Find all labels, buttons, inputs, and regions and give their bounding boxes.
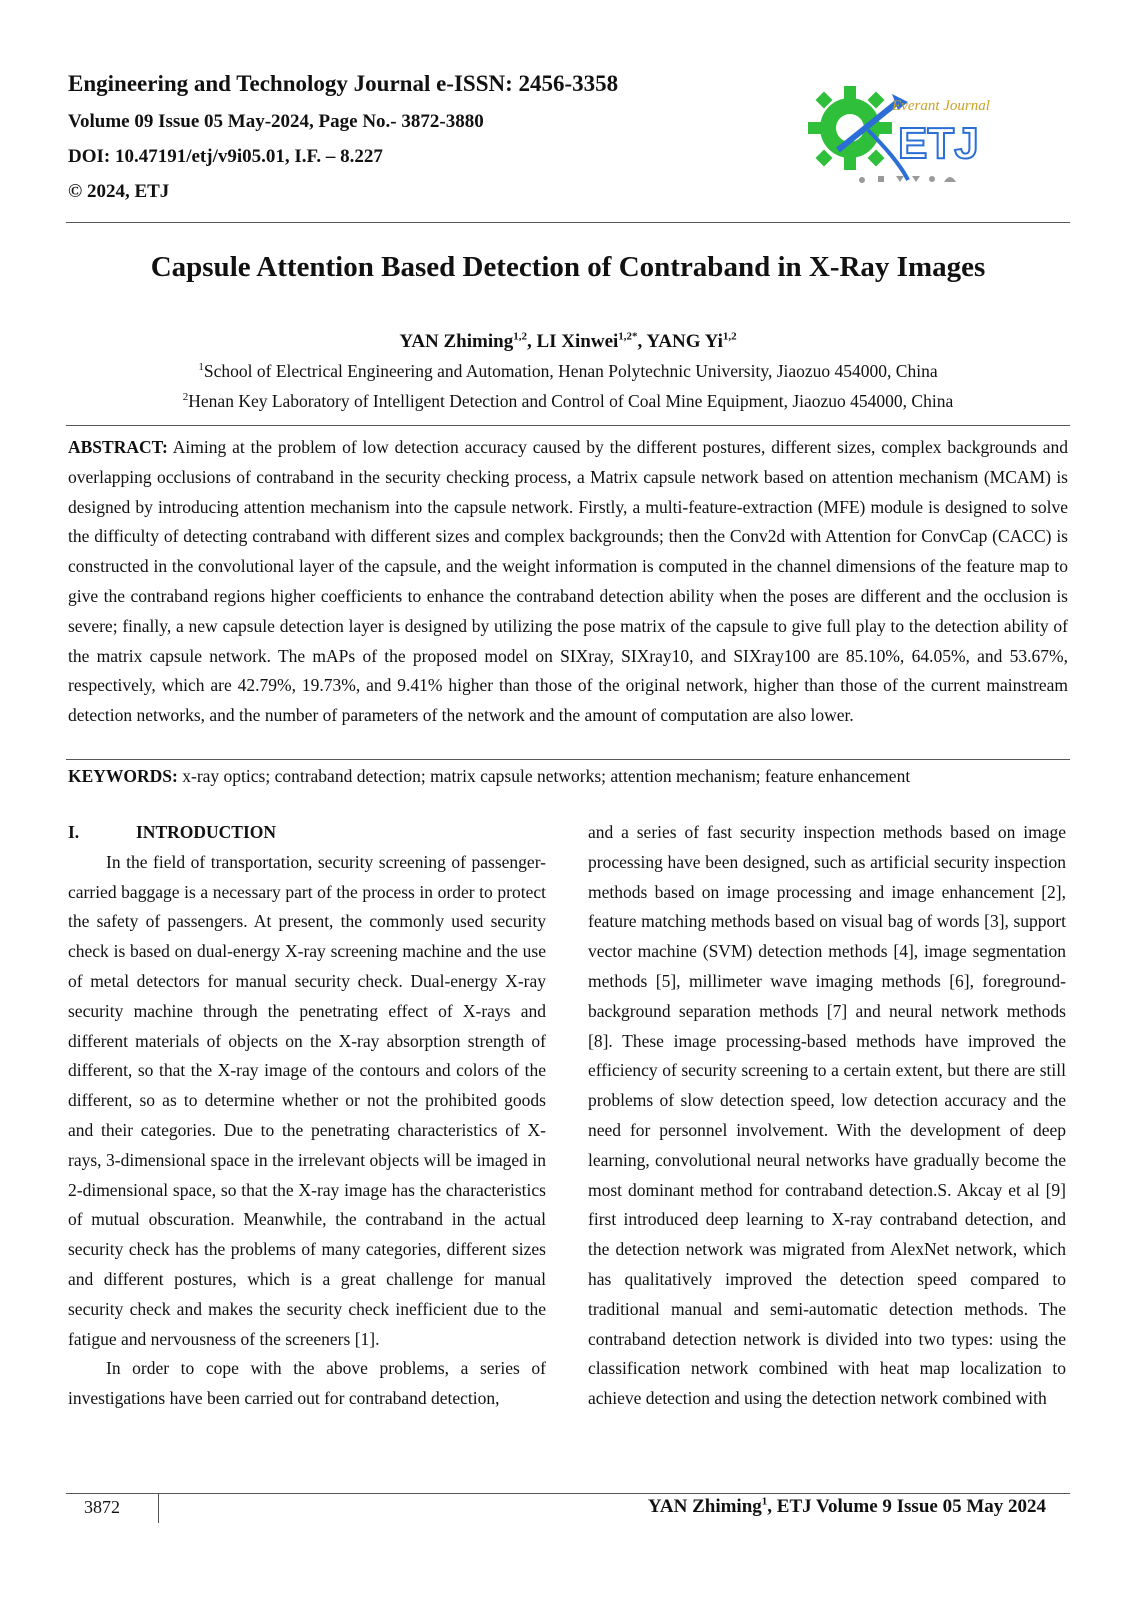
footer-divider	[66, 1493, 1070, 1494]
journal-header	[68, 70, 768, 203]
author-superscript: 1,2	[513, 330, 527, 343]
footer-vertical-divider	[158, 1493, 159, 1523]
right-column	[588, 818, 1066, 1414]
page-number: 3872	[84, 1497, 120, 1517]
author-separator: ,	[637, 331, 647, 352]
affiliation-text: School of Electrical Engineering and Automation, Henan Polytechnic University, Jiaozuo 454000, China	[203, 361, 938, 381]
running-footer	[648, 1495, 1046, 1519]
abstract-text: Aiming at the problem of low detection accuracy caused by the different postures, different sizes, complex backgrounds and overlapping occlusions of contraband in the security checking process, a Matrix capsule network based on attention mechanism (MCAM) is designed by introducing attention mechanism into the capsule network. Firstly, a multi-feature-extraction (MFE) module is designed to solve the difficulty of detecting contraband with different sizes and complex backgrounds; then the Conv2d with Attention for ConvCap (CACC) is constructed in the convolutional layer of the capsule, and the weight information is computed in the channel dimensions of the feature map to give the contraband regions higher coefficients to enhance the contraband detection ability when the poses are different and the occlusion is severe; finally, a new capsule detection layer is designed by utilizing the pose matrix of the capsule to give full play to the detection ability of the matrix capsule network. The mAPs of the proposed model on SIXray, SIXray10, and SIXray100 are 85.10%, 64.05%, and 53.67%, respectively, which are 42.79%, 19.73%, and 9.41% higher than those of the original network, higher than those of the current mainstream detection networks, and the number of parameters of the network and the amount of computation are also lower.	[68, 437, 1068, 726]
author-separator: ,	[526, 331, 537, 352]
affiliation-2	[66, 390, 1070, 412]
author-name: YANG Yi	[646, 331, 723, 352]
section-heading	[68, 818, 546, 848]
copyright-line: © 2024, ETJ	[68, 181, 170, 202]
logo-text-top: Everant Journal	[892, 98, 990, 114]
author-list	[66, 330, 1070, 354]
author-superscript: 1,2	[722, 330, 737, 343]
author-name: YAN Zhiming	[399, 331, 514, 352]
keywords-label: KEYWORDS:	[68, 766, 178, 786]
left-column	[68, 818, 546, 1414]
paragraph: and a series of fast security inspection methods based on image processing have been designed, such as artificial security inspection methods based on image processing and image enhancement [2], feature matching methods based on visual bag of words [3], support vector machine (SVM) detection methods [4], image segmentation methods [5], millimeter wave imaging methods [6], foreground-background separation methods [7] and neural network methods [8]. These image processing-based methods have improved the efficiency of security screening to a certain extent, but there are still problems of slow detection speed, low detection accuracy and the need for personnel involvement. With the development of deep learning, convolutional neural networks have gradually become the most dominant method for contraband detection.S. Akcay et al [9] first introduced deep learning to X-ray contraband detection, and the detection network was migrated from AlexNet network, which has qualitatively improved the detection speed compared to traditional manual and semi-automatic detection methods. The contraband detection network is divided into two types: using the classification network combined with heat map localization to achieve detection and using the detection network combined with	[588, 822, 1066, 1409]
paragraph: In the field of transportation, security screening of passenger-carried baggage is a necessary part of the process in order to protect the safety of passengers. At present, the commonly used security check is based on dual-energy X-ray screening machine and the use of metal detectors for manual security check. Dual-energy X-ray security machine through the penetrating effect of X-rays and different materials of objects on the X-ray absorption strength of different, so that the X-ray image of the contours and colors of the different, so as to determine whether or not the prohibited goods and their categories. Due to the penetrating characteristics of X-rays, 3-dimensional space in the irrelevant objects will be imaged in 2-dimensional space, so that the X-ray image has the characteristics of mutual obscuration. Meanwhile, the contraband in the actual security check has the problems of many categories, different sizes and different postures, which is a great challenge for manual security check and makes the security check inefficient due to the fatigue and nervousness of the screeners [1].	[68, 851, 546, 1349]
doi-line: DOI: 10.47191/etj/v9i05.01, I.F. – 8.227	[68, 146, 383, 167]
abstract-label: ABSTRACT:	[68, 437, 168, 457]
logo-text-main: ETJ	[898, 119, 979, 168]
volume-line: Volume 09 Issue 05 May-2024, Page No.- 3872-3880	[68, 111, 484, 132]
journal-name: Engineering and Technology Journal e-ISSN: 2456-3358	[68, 71, 619, 96]
section-number: I.	[68, 822, 80, 842]
author-name: LI Xinwei	[536, 331, 619, 352]
affiliation-superscript: 1	[198, 361, 204, 374]
abstract-top-divider	[66, 425, 1070, 426]
abstract-bottom-divider	[66, 759, 1070, 760]
paragraph: In order to cope with the above problems, a series of investigations have been carried out for contraband detection,	[68, 1358, 546, 1409]
section-title: INTRODUCTION	[136, 822, 277, 842]
affiliation-text: Henan Key Laboratory of Intelligent Detection and Control of Coal Mine Equipment, Jiaozuo 454000, China	[188, 391, 954, 411]
running-superscript: 1	[761, 1495, 768, 1508]
author-superscript: 1,2*	[618, 330, 638, 343]
paper-title: Capsule Attention Based Detection of Contraband in X-Ray Images	[150, 251, 986, 283]
running-rest: , ETJ Volume 9 Issue 05 May 2024	[767, 1496, 1046, 1517]
abstract	[68, 433, 1068, 731]
etj-logo-icon	[808, 80, 1028, 192]
journal-logo	[808, 80, 1028, 192]
keywords	[68, 764, 1068, 788]
affiliation-superscript: 2	[182, 391, 189, 404]
header-divider	[66, 222, 1070, 223]
running-author: YAN Zhiming	[647, 1496, 762, 1517]
affiliation-1	[66, 360, 1070, 382]
keywords-text: x-ray optics; contraband detection; matrix capsule networks; attention mechanism; feature enhancement	[177, 766, 911, 786]
